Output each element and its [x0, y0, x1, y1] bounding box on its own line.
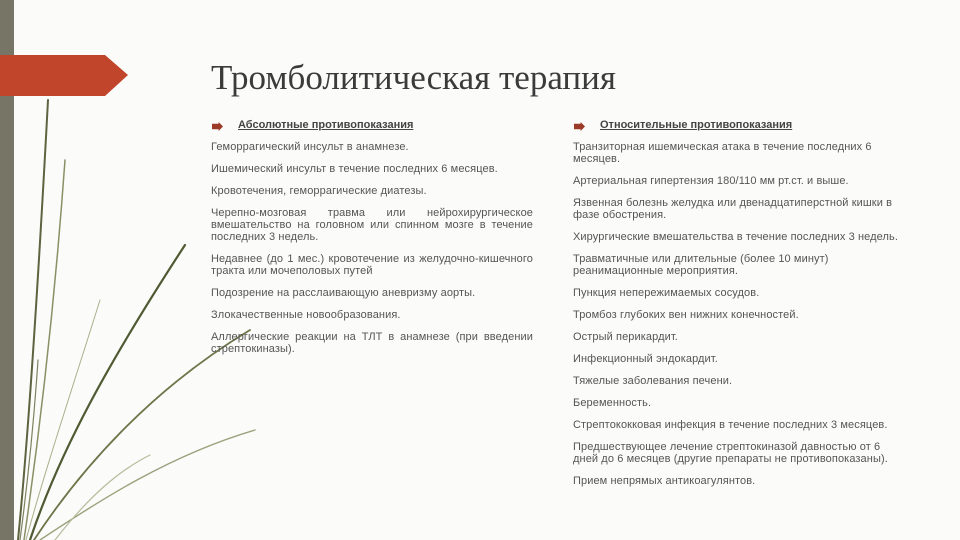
list-item: Артериальная гипертензия 180/110 мм рт.ст. и выше.	[573, 175, 849, 187]
list-item: Кровотечения, геморрагические диатезы.	[211, 185, 427, 197]
list-item: Недавнее (до 1 мес.) кровотечение из желудочно-кишечного тракта или мочеполовых путей	[211, 253, 533, 277]
list-item: Травматичные или длительные (более 10 минут) реанимационные мероприятия.	[573, 253, 829, 277]
list-item: Стрептококковая инфекция в течение последних 3 месяцев.	[573, 419, 888, 431]
list-item: Прием непрямых антикоагулянтов.	[573, 475, 756, 487]
list-item: Тромбоз глубоких вен нижних конечностей.	[573, 309, 799, 321]
list-item: Геморрагический инсульт в анамнезе.	[211, 141, 409, 153]
absolute-contraindications-column	[211, 119, 533, 365]
list-item: Подозрение на расслаивающую аневризму аорты.	[211, 287, 476, 299]
page-title: Тромболитическая терапия	[211, 58, 616, 97]
list-item: Хирургические вмешательства в течение последних 3 недель.	[573, 231, 899, 243]
list-item: Тяжелые заболевания печени.	[573, 375, 733, 387]
absolute-heading-row	[211, 119, 533, 135]
list-item: Беременность.	[573, 397, 652, 409]
list-item: Острый перикардит.	[573, 331, 678, 343]
list-item: Злокачественные новообразования.	[211, 309, 401, 321]
list-item: Инфекционный эндокардит.	[573, 353, 718, 365]
arrow-bullet-icon	[212, 122, 223, 131]
relative-contraindications-column	[573, 119, 903, 497]
list-item: Ишемический инсульт в течение последних 6 месяцев.	[211, 163, 498, 175]
list-item: Язвенная болезнь желудка или двенадцатиперстной кишки в фазе обострения.	[573, 197, 893, 221]
relative-heading: Относительные противопоказания	[600, 119, 793, 131]
absolute-heading: Абсолютные противопоказания	[238, 119, 414, 131]
arrow-bullet-icon	[574, 122, 585, 131]
list-item: Черепно-мозговая травма или нейрохирургическое вмешательство на головном или спинном мозге в течение последних 3 недель.	[211, 207, 533, 243]
title-accent-arrow	[0, 55, 128, 96]
list-item: Транзиторная ишемическая атака в течение последних 6 месяцев.	[573, 141, 872, 165]
list-item: Предшествующее лечение стрептокиназой давностью от 6 дней до 6 месяцев (другие препараты не противопоказаны).	[573, 441, 888, 465]
list-item: Аллергические реакции на ТЛТ в анамнезе (при введении стрептокиназы).	[211, 331, 533, 355]
relative-heading-row	[573, 119, 903, 135]
list-item: Пункция непережимаемых сосудов.	[573, 287, 760, 299]
